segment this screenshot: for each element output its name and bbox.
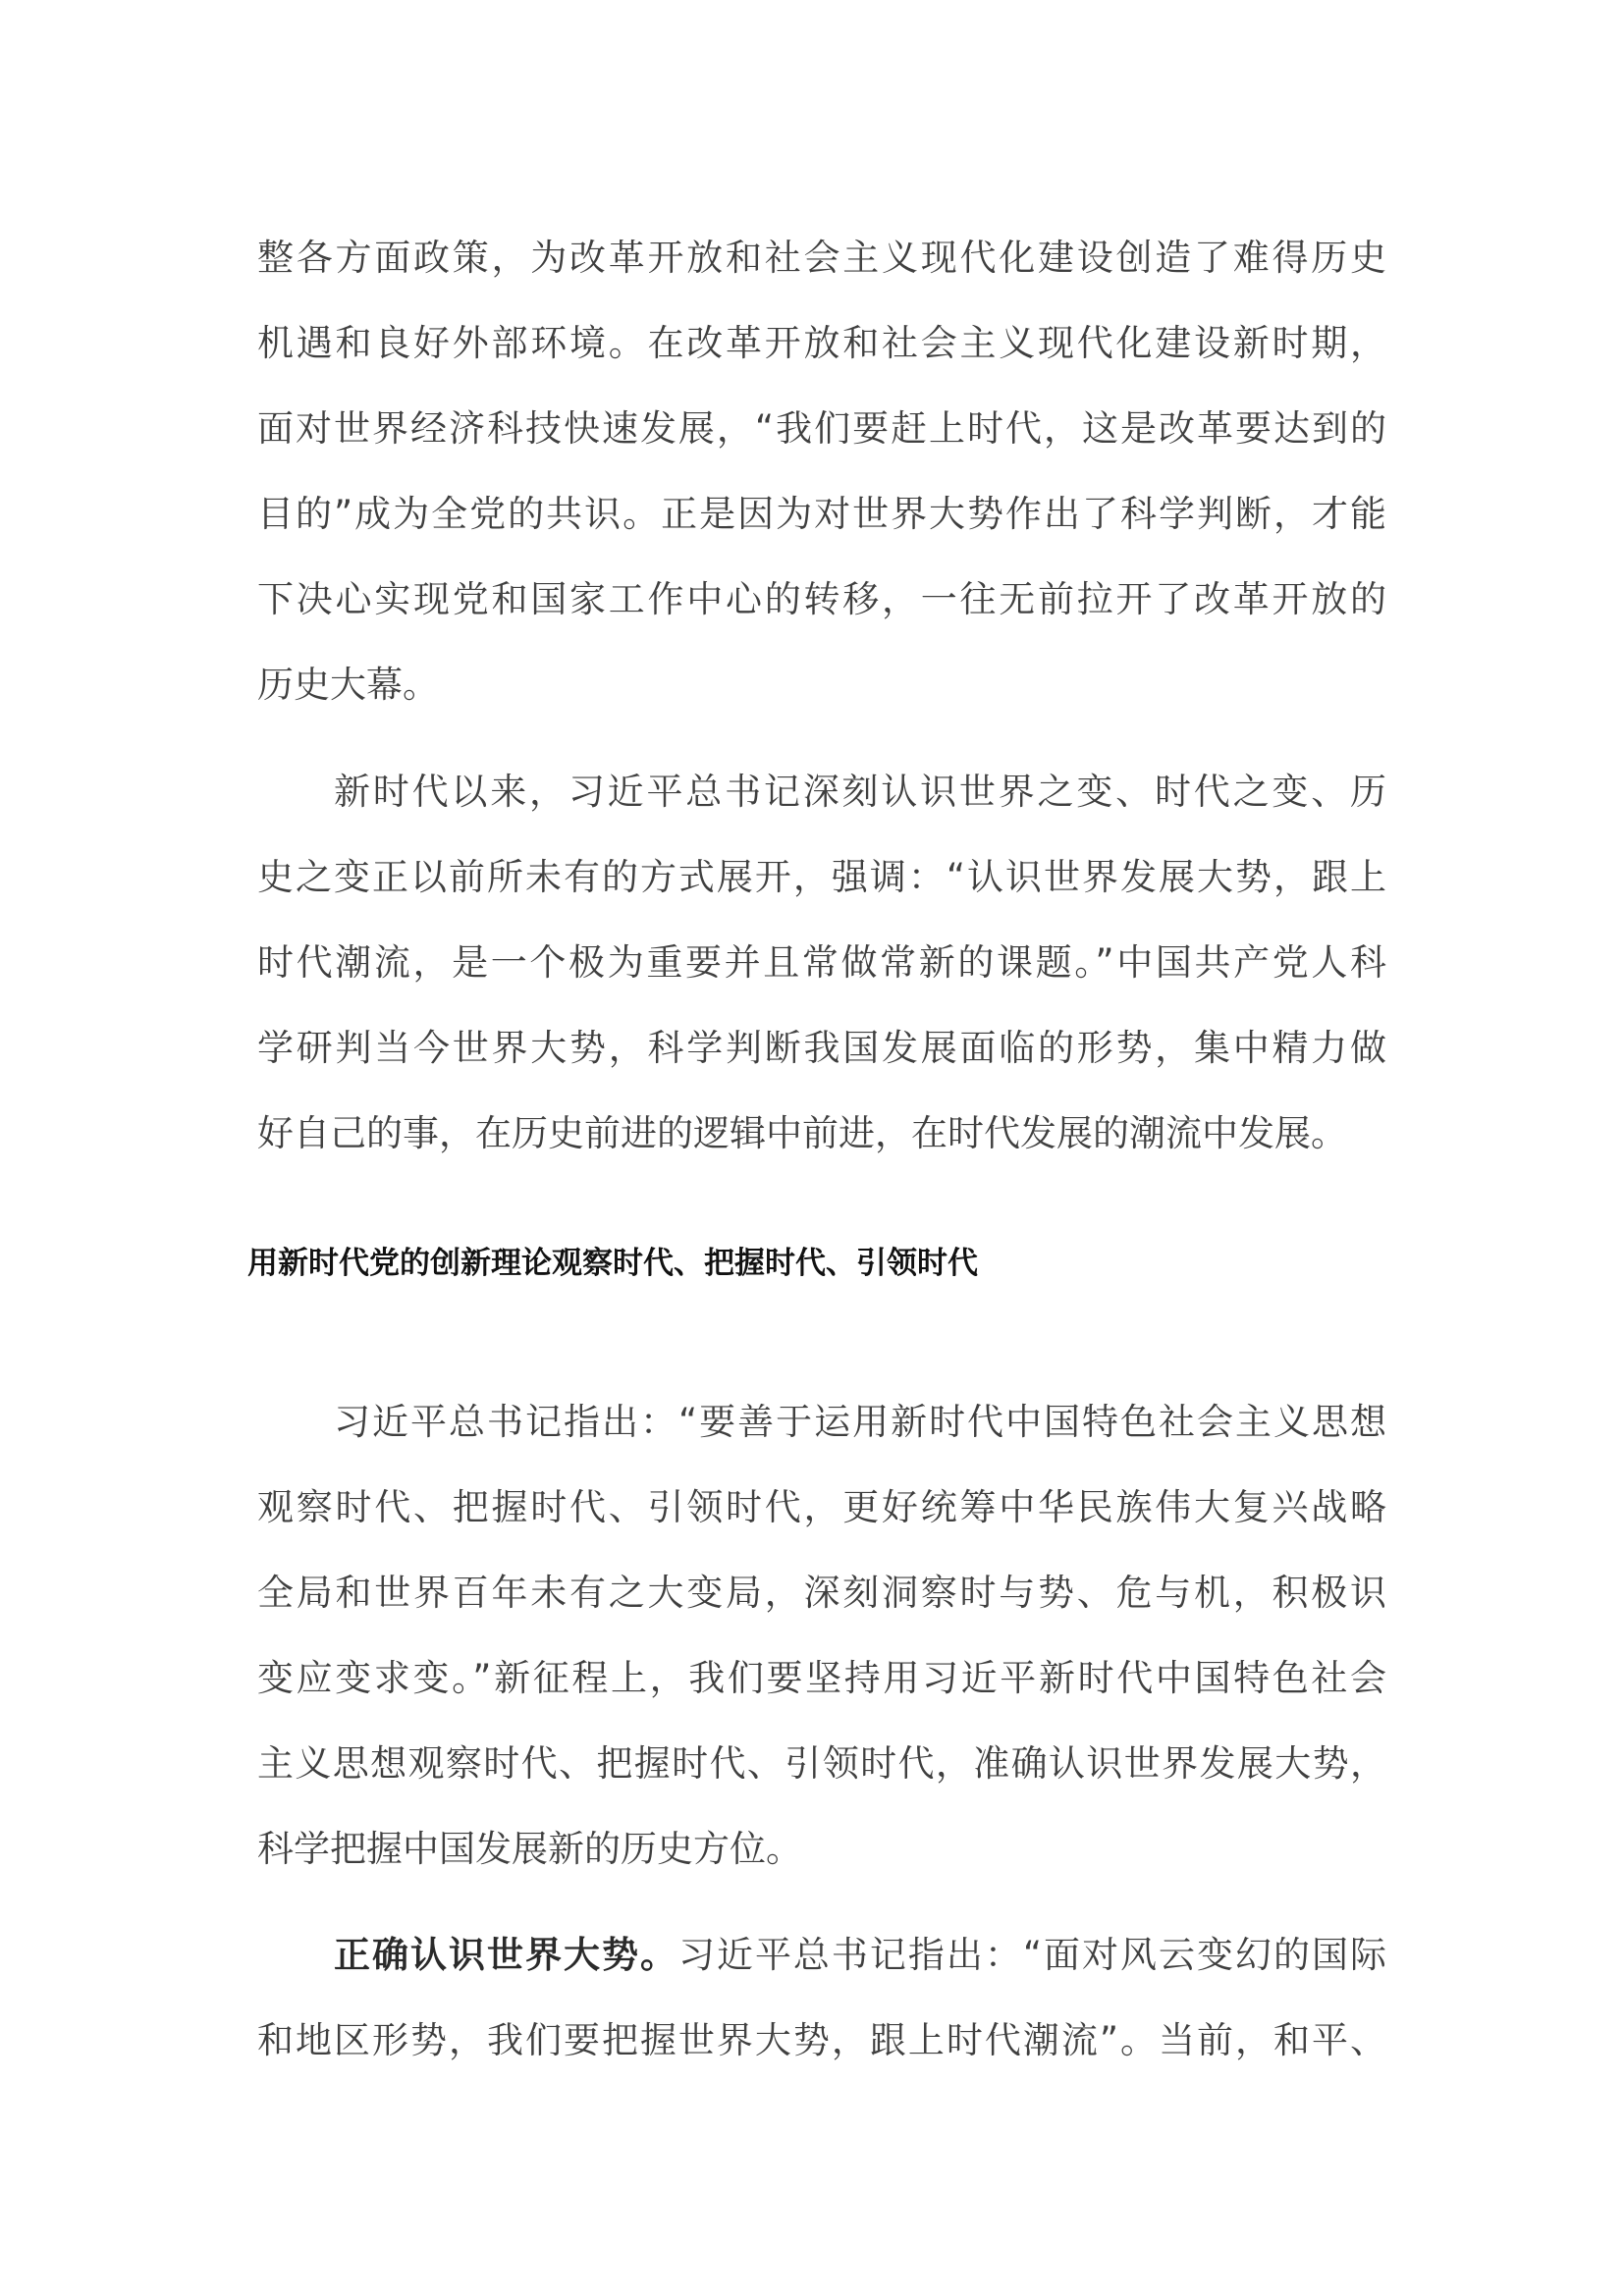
bold-lead: 正确认识世界大势。: [334, 1934, 678, 1976]
paragraph-4: [257, 1912, 1386, 2083]
text-line: 时代潮流，是一个极为重要并且常做常新的课题。”中国共产党人科: [257, 941, 1386, 984]
text-line: 目的”成为全党的共识。正是因为对世界大势作出了科学判断，才能: [257, 493, 1386, 535]
text-line: 主义思想观察时代、把握时代、引领时代，准确认识世界发展大势，: [257, 1742, 1386, 1785]
text-line: 学研判当今世界大势，科学判断我国发展面临的形势，集中精力做: [257, 1027, 1386, 1069]
paragraph-1: [257, 215, 1386, 727]
text-line: 新时代以来，习近平总书记深刻认识世界之变、时代之变、历: [334, 771, 1386, 813]
text-line: 机遇和良好外部环境。在改革开放和社会主义现代化建设新时期，: [257, 322, 1386, 364]
text-line: 观察时代、把握时代、引领时代，更好统筹中华民族伟大复兴战略: [257, 1486, 1386, 1528]
text-line: 整各方面政策，为改革开放和社会主义现代化建设创造了难得历史: [257, 237, 1386, 279]
paragraph-3: [257, 1379, 1386, 1892]
text-line: 面对世界经济科技快速发展，“我们要赶上时代，这是改革要达到的: [257, 407, 1386, 450]
paragraph-2: [257, 749, 1386, 1176]
text-line: [257, 1912, 1386, 1998]
text-line: 和地区形势，我们要把握世界大势，跟上时代潮流”。当前，和平、: [257, 2019, 1386, 2061]
text-run: 习近平总书记指出：“面对风云变幻的国际: [677, 1934, 1387, 1976]
text-line: 科学把握中国发展新的历史方位。: [257, 1828, 802, 1870]
section-heading: 用新时代党的创新理论观察时代、把握时代、引领时代: [247, 1246, 978, 1281]
text-line: 下决心实现党和国家工作中心的转移，一往无前拉开了改革开放的: [257, 578, 1386, 620]
text-line: 史之变正以前所未有的方式展开，强调：“认识世界发展大势，跟上: [257, 856, 1386, 898]
text-line: 好自己的事，在历史前进的逻辑中前进，在时代发展的潮流中发展。: [257, 1112, 1347, 1154]
text-line: 习近平总书记指出：“要善于运用新时代中国特色社会主义思想: [334, 1401, 1386, 1443]
text-line: 变应变求变。”新征程上，我们要坚持用习近平新时代中国特色社会: [257, 1657, 1386, 1699]
text-line: 全局和世界百年未有之大变局，深刻洞察时与势、危与机，积极识: [257, 1572, 1386, 1614]
text-line: 历史大幕。: [257, 664, 439, 706]
